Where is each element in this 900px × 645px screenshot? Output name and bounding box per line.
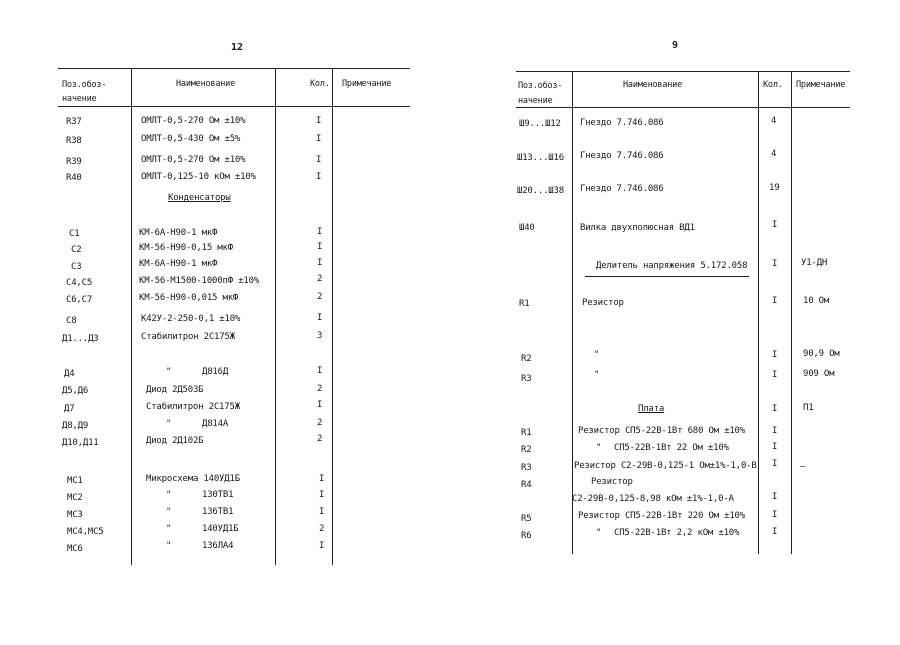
row-name: КМ-6А-Н90-1 мкФ <box>139 228 218 238</box>
row-name: Гнездо 7.746.086 <box>580 118 664 128</box>
row-qty: I <box>772 527 778 537</box>
header-qty: Кол. <box>763 80 783 90</box>
row-pos: C2 <box>71 245 82 255</box>
header-pos-line2: начение <box>518 96 553 106</box>
page-number: 12 <box>231 42 244 53</box>
row-name: ОМЛТ-0,5-430 Ом ±5% <box>141 134 241 144</box>
row-pos: Д10,Д11 <box>62 438 99 448</box>
ditto-mark: " <box>166 541 172 551</box>
row-name: Гнездо 7.746.086 <box>580 184 664 194</box>
row-qty: I <box>317 227 323 237</box>
row-name: ОМЛТ-0,5-270 Ом ±10% <box>141 155 246 165</box>
row-pos: R37 <box>66 117 82 127</box>
header-note: Примечание <box>342 79 392 89</box>
row-pos: Д1...Д3 <box>62 334 99 344</box>
row-qty: I <box>772 259 778 269</box>
header-bottom-rule <box>58 106 410 107</box>
row-pos: R4 <box>521 480 532 490</box>
row-qty: I <box>317 313 323 323</box>
row-pos: R5 <box>521 514 532 524</box>
row-name: КМ-6А-Н90-1 мкФ <box>139 259 218 269</box>
row-name: СП5-22В-1Вт 2,2 кОм ±10% <box>614 528 740 538</box>
row-qty: I <box>772 459 778 469</box>
header-name: Наименование <box>623 80 683 90</box>
row-pos: МС6 <box>67 544 83 554</box>
row-name: К42У-2-250-0,1 ±10% <box>141 314 241 324</box>
row-name: Стабилитрон 2С175Ж <box>141 332 235 342</box>
row-qty: I <box>772 510 778 520</box>
row-name: 140УД1Б <box>202 524 239 534</box>
header-note: Примечание <box>796 80 846 90</box>
row-qty: 2 <box>317 384 323 394</box>
row-name: КМ-56-Н90-0,015 мкФ <box>139 293 239 303</box>
row-qty: I <box>772 442 778 452</box>
row-qty: I <box>772 426 778 436</box>
row-name: ОМЛТ-0,5-270 Ом ±10% <box>141 116 246 126</box>
row-qty: 2 <box>319 524 325 534</box>
row-name: Резистор СП5-22В-1Вт 680 Ом ±10% <box>578 426 745 436</box>
row-name: Д814А <box>202 419 229 429</box>
row-name: С2-29В-0,125-8,98 кОм ±1%-1,0-А <box>572 494 734 504</box>
row-name: Резистор <box>591 477 633 487</box>
row-qty: 4 <box>771 116 777 126</box>
row-pos: Ш13...Ш16 <box>517 153 564 163</box>
row-pos: Д8,Д9 <box>62 421 89 431</box>
section-heading: Плата <box>638 404 665 414</box>
column-divider <box>131 68 132 565</box>
row-qty: I <box>772 370 778 380</box>
row-qty: I <box>319 507 325 517</box>
column-divider <box>572 71 573 554</box>
row-qty: I <box>772 220 778 230</box>
row-pos: R3 <box>521 463 532 473</box>
row-name: Резистор С2-29В-0,125-1 Ом±1%-1,0-В <box>574 461 757 471</box>
row-note: 90,9 Ом <box>803 349 840 359</box>
row-qty: 2 <box>317 418 323 428</box>
row-pos: Ш20...Ш38 <box>517 186 564 196</box>
row-note: У1-ДН <box>801 258 828 268</box>
ditto-mark: " <box>596 443 602 453</box>
ditto-mark: " <box>166 419 172 429</box>
row-qty: I <box>772 350 778 360</box>
row-name: " <box>594 370 600 380</box>
row-name: СП5-22В-1Вт 22 Ом ±10% <box>614 443 729 453</box>
row-name: ОМЛТ-0,125-10 кОм ±10% <box>141 172 256 182</box>
column-divider <box>275 68 276 565</box>
row-name: Стабилитрон 2С175Ж <box>146 402 240 412</box>
row-pos: Д5,Д6 <box>62 386 89 396</box>
row-pos: R38 <box>66 136 82 146</box>
row-pos: C1 <box>69 229 80 239</box>
column-divider <box>791 71 792 554</box>
row-pos: Д4 <box>64 369 75 379</box>
column-divider <box>332 68 333 565</box>
ditto-mark: " <box>596 528 602 538</box>
row-qty: I <box>319 541 325 551</box>
row-qty: I <box>317 258 323 268</box>
section-heading: Делитель напряжения 5.172.058 <box>596 261 748 271</box>
row-name: 130ТВ1 <box>202 490 234 500</box>
row-pos: C4,C5 <box>66 278 93 288</box>
ditto-mark: " <box>166 367 172 377</box>
row-name: Диод 2Д102Б <box>146 436 204 446</box>
row-pos: C6,C7 <box>66 295 93 305</box>
row-note: 909 Ом <box>803 369 835 379</box>
row-qty: I <box>772 296 778 306</box>
row-name: Резистор СП5-22В-1Вт 220 Ом ±10% <box>578 511 745 521</box>
row-qty: 2 <box>317 292 323 302</box>
row-name: КМ-56-М1500-1000пФ ±10% <box>139 276 260 286</box>
row-note: 10 Ом <box>803 296 830 306</box>
column-divider <box>758 71 759 554</box>
header-pos-line2: начение <box>62 94 97 104</box>
table-top-rule <box>58 68 410 69</box>
ditto-mark: " <box>166 524 172 534</box>
header-bottom-rule <box>516 107 850 108</box>
row-pos: Д7 <box>64 404 75 414</box>
row-pos: R2 <box>521 445 532 455</box>
ditto-mark: " <box>166 490 172 500</box>
row-pos: R40 <box>66 173 82 183</box>
row-qty: I <box>317 366 323 376</box>
row-qty: 19 <box>769 183 780 193</box>
row-note: — <box>800 462 806 472</box>
row-note: П1 <box>803 403 814 413</box>
row-pos: МС4,МС5 <box>67 527 104 537</box>
row-qty: 3 <box>317 331 323 341</box>
row-name: Гнездо 7.746.086 <box>580 151 664 161</box>
row-pos: R1 <box>521 428 532 438</box>
row-name: 136ТВ1 <box>202 507 234 517</box>
heading-underline <box>585 276 749 277</box>
row-qty: I <box>316 134 322 144</box>
row-pos: МС3 <box>67 510 83 520</box>
row-pos: C8 <box>66 316 77 326</box>
row-name: Вилка двухполюсная ВД1 <box>580 223 695 233</box>
row-qty: I <box>317 400 323 410</box>
section-heading: Конденсаторы <box>168 193 231 203</box>
header-pos-line1: Поз.обоз- <box>518 81 563 91</box>
row-name: Д816Д <box>202 367 229 377</box>
row-qty: I <box>772 404 778 414</box>
row-name: Диод 2Д503Б <box>146 385 204 395</box>
row-pos: R3 <box>521 374 532 384</box>
row-pos: R1 <box>519 299 530 309</box>
row-qty: I <box>319 490 325 500</box>
row-name: Микросхема 140УД1Б <box>146 474 240 484</box>
row-qty: I <box>319 474 325 484</box>
row-qty: 4 <box>771 149 777 159</box>
row-name: " <box>594 350 600 360</box>
row-qty: I <box>316 155 322 165</box>
row-pos: Ш9...Ш12 <box>519 119 561 129</box>
row-qty: I <box>316 116 322 126</box>
row-pos: R6 <box>521 531 532 541</box>
row-qty: 2 <box>317 274 323 284</box>
row-qty: I <box>317 242 323 252</box>
row-qty: I <box>316 172 322 182</box>
row-pos: R2 <box>521 354 532 364</box>
ditto-mark: " <box>166 507 172 517</box>
header-qty: Кол. <box>310 79 330 89</box>
row-name: КМ-56-Н90-0,15 мкФ <box>139 243 233 253</box>
row-pos: R39 <box>66 157 82 167</box>
row-qty: 2 <box>317 434 323 444</box>
header-pos-line1: Поз.обоз- <box>62 80 107 90</box>
row-name: Резистор <box>582 298 624 308</box>
row-qty: I <box>772 492 778 502</box>
row-pos: Ш40 <box>519 223 535 233</box>
row-pos: МС1 <box>67 476 83 486</box>
row-pos: МС2 <box>67 493 83 503</box>
page-number: 9 <box>672 40 679 51</box>
row-pos: C3 <box>71 262 82 272</box>
header-name: Наименование <box>176 79 236 89</box>
table-top-rule <box>516 71 850 72</box>
row-name: 136ЛА4 <box>202 541 234 551</box>
